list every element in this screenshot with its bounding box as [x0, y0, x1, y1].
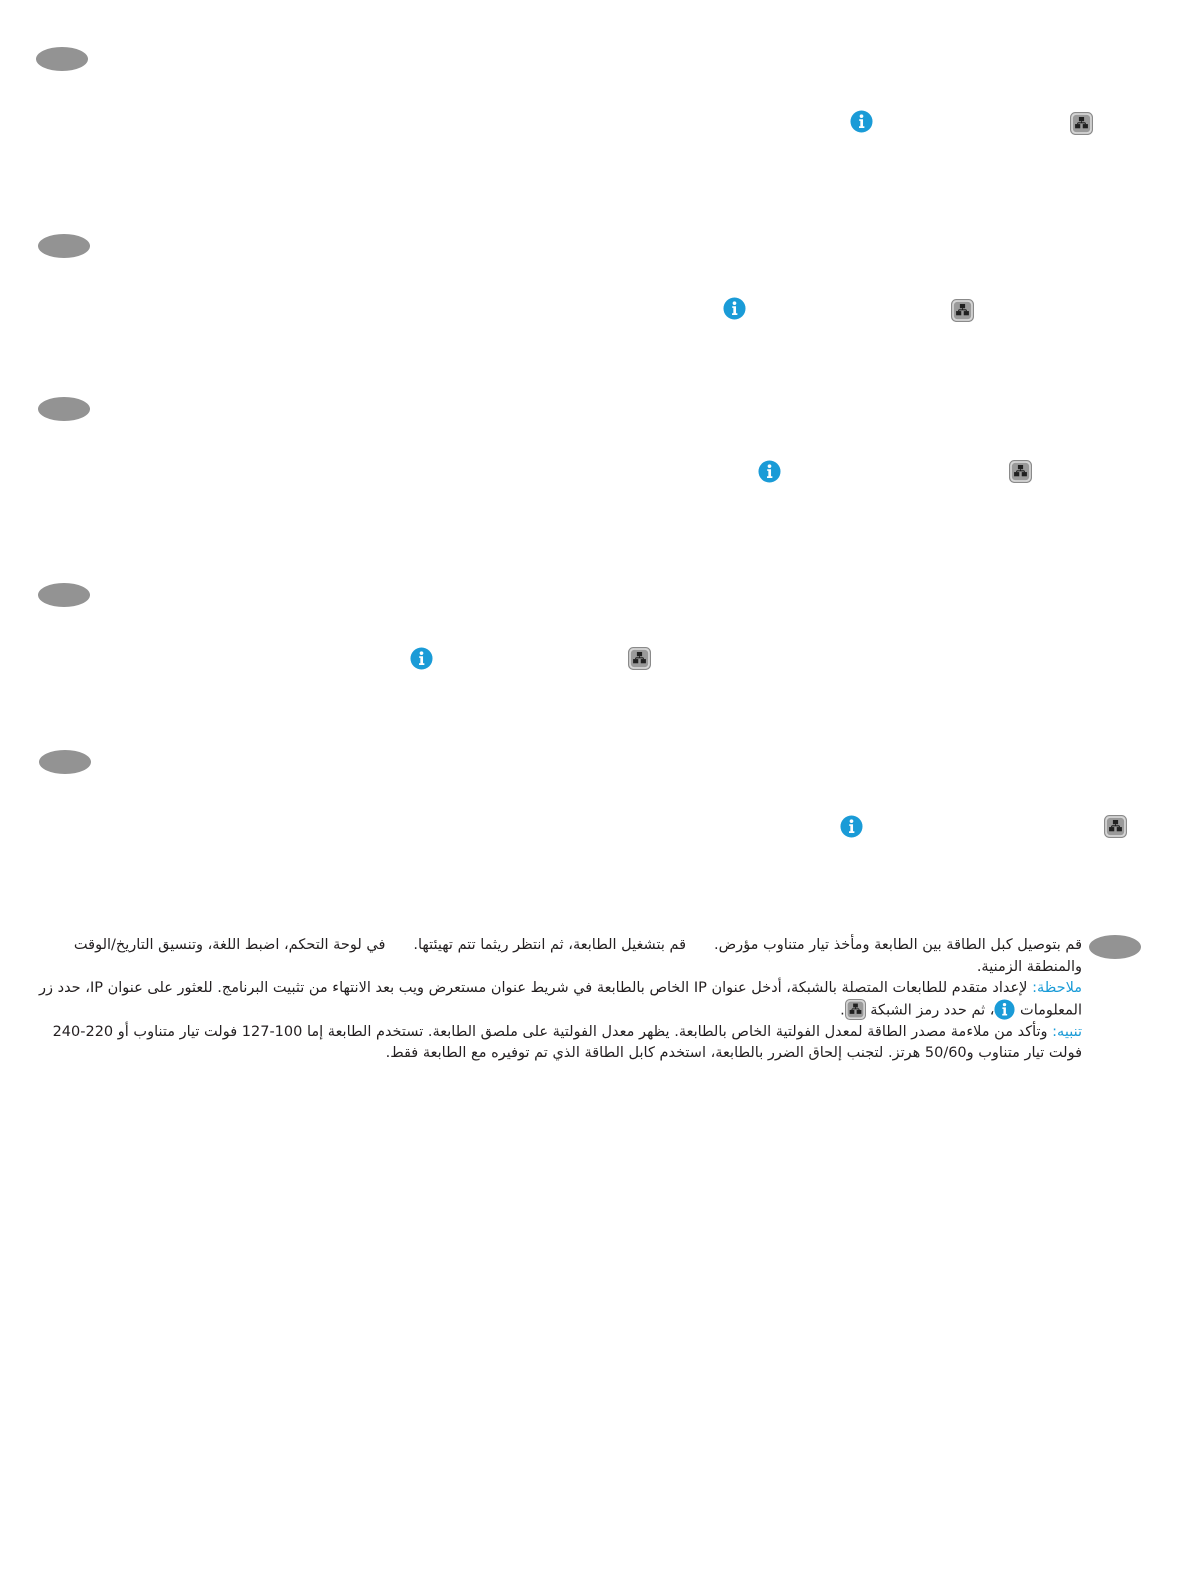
info-icon [840, 815, 863, 838]
network-icon [1104, 815, 1127, 838]
info-icon [410, 647, 433, 670]
info-icon [850, 110, 873, 133]
network-icon [1009, 460, 1032, 483]
note-text: . [840, 1002, 845, 1019]
note-text: ، ثم حدد رمز الشبكة [865, 1002, 995, 1019]
step-instruction-part: في لوحة التحكم، اضبط [244, 937, 386, 953]
network-icon [1070, 112, 1093, 135]
step-instruction-part: قم بتوصيل كبل الطاقة بين الطابعة ومأخذ تيار متناوب مؤرض. [714, 937, 1082, 953]
setup-step-text [38, 935, 1082, 1065]
step-badge [38, 397, 90, 421]
note-paragraph [38, 978, 1082, 1022]
caution-label: تنبيه: [1052, 1023, 1082, 1040]
step-badge [36, 47, 88, 71]
caution-paragraph [38, 1022, 1082, 1065]
info-icon [994, 999, 1015, 1020]
step-instruction-part: اللغة، وتنسيق التاريخ/الوقت والمنطقة الزمنية. [73, 937, 1082, 975]
caution-text: وتأكد من ملاءمة مصدر الطاقة لمعدل الفولتية الخاص بالطابعة. يظهر معدل الفولتية على ملصق الطابعة. تستخدم الطابعة إما 100-127 فولت تيار متناوب أو 220-240 فولت تيار متناوب و50/60 هرتز. لتجنب إلحاق الضرر بالطابعة، استخدم كابل الطاقة الذي تم توفيره مع الطابعة فقط. [52, 1023, 1082, 1062]
network-icon [845, 999, 866, 1020]
info-icon [723, 297, 746, 320]
step-instruction-part: قم بتشغيل الطابعة، ثم انتظر ريثما تتم تهيئتها. [413, 937, 687, 953]
step-instruction [38, 935, 1082, 978]
step-badge [39, 750, 91, 774]
note-label: ملاحظة: [1032, 980, 1082, 997]
step-badge [1089, 935, 1141, 959]
step-badge [38, 583, 90, 607]
network-icon [628, 647, 651, 670]
info-icon [758, 460, 781, 483]
note-text: لإعداد متقدم للطابعات المتصلة بالشبكة، أدخل عنوان IP الخاص بالطابعة في شريط عنوان مستعرض ويب بعد الانتهاء من تثبيت البرنامج. للعثور على عنوان IP، حدد زر المعلومات [39, 980, 1082, 1019]
step-badge [38, 234, 90, 258]
network-icon [951, 299, 974, 322]
